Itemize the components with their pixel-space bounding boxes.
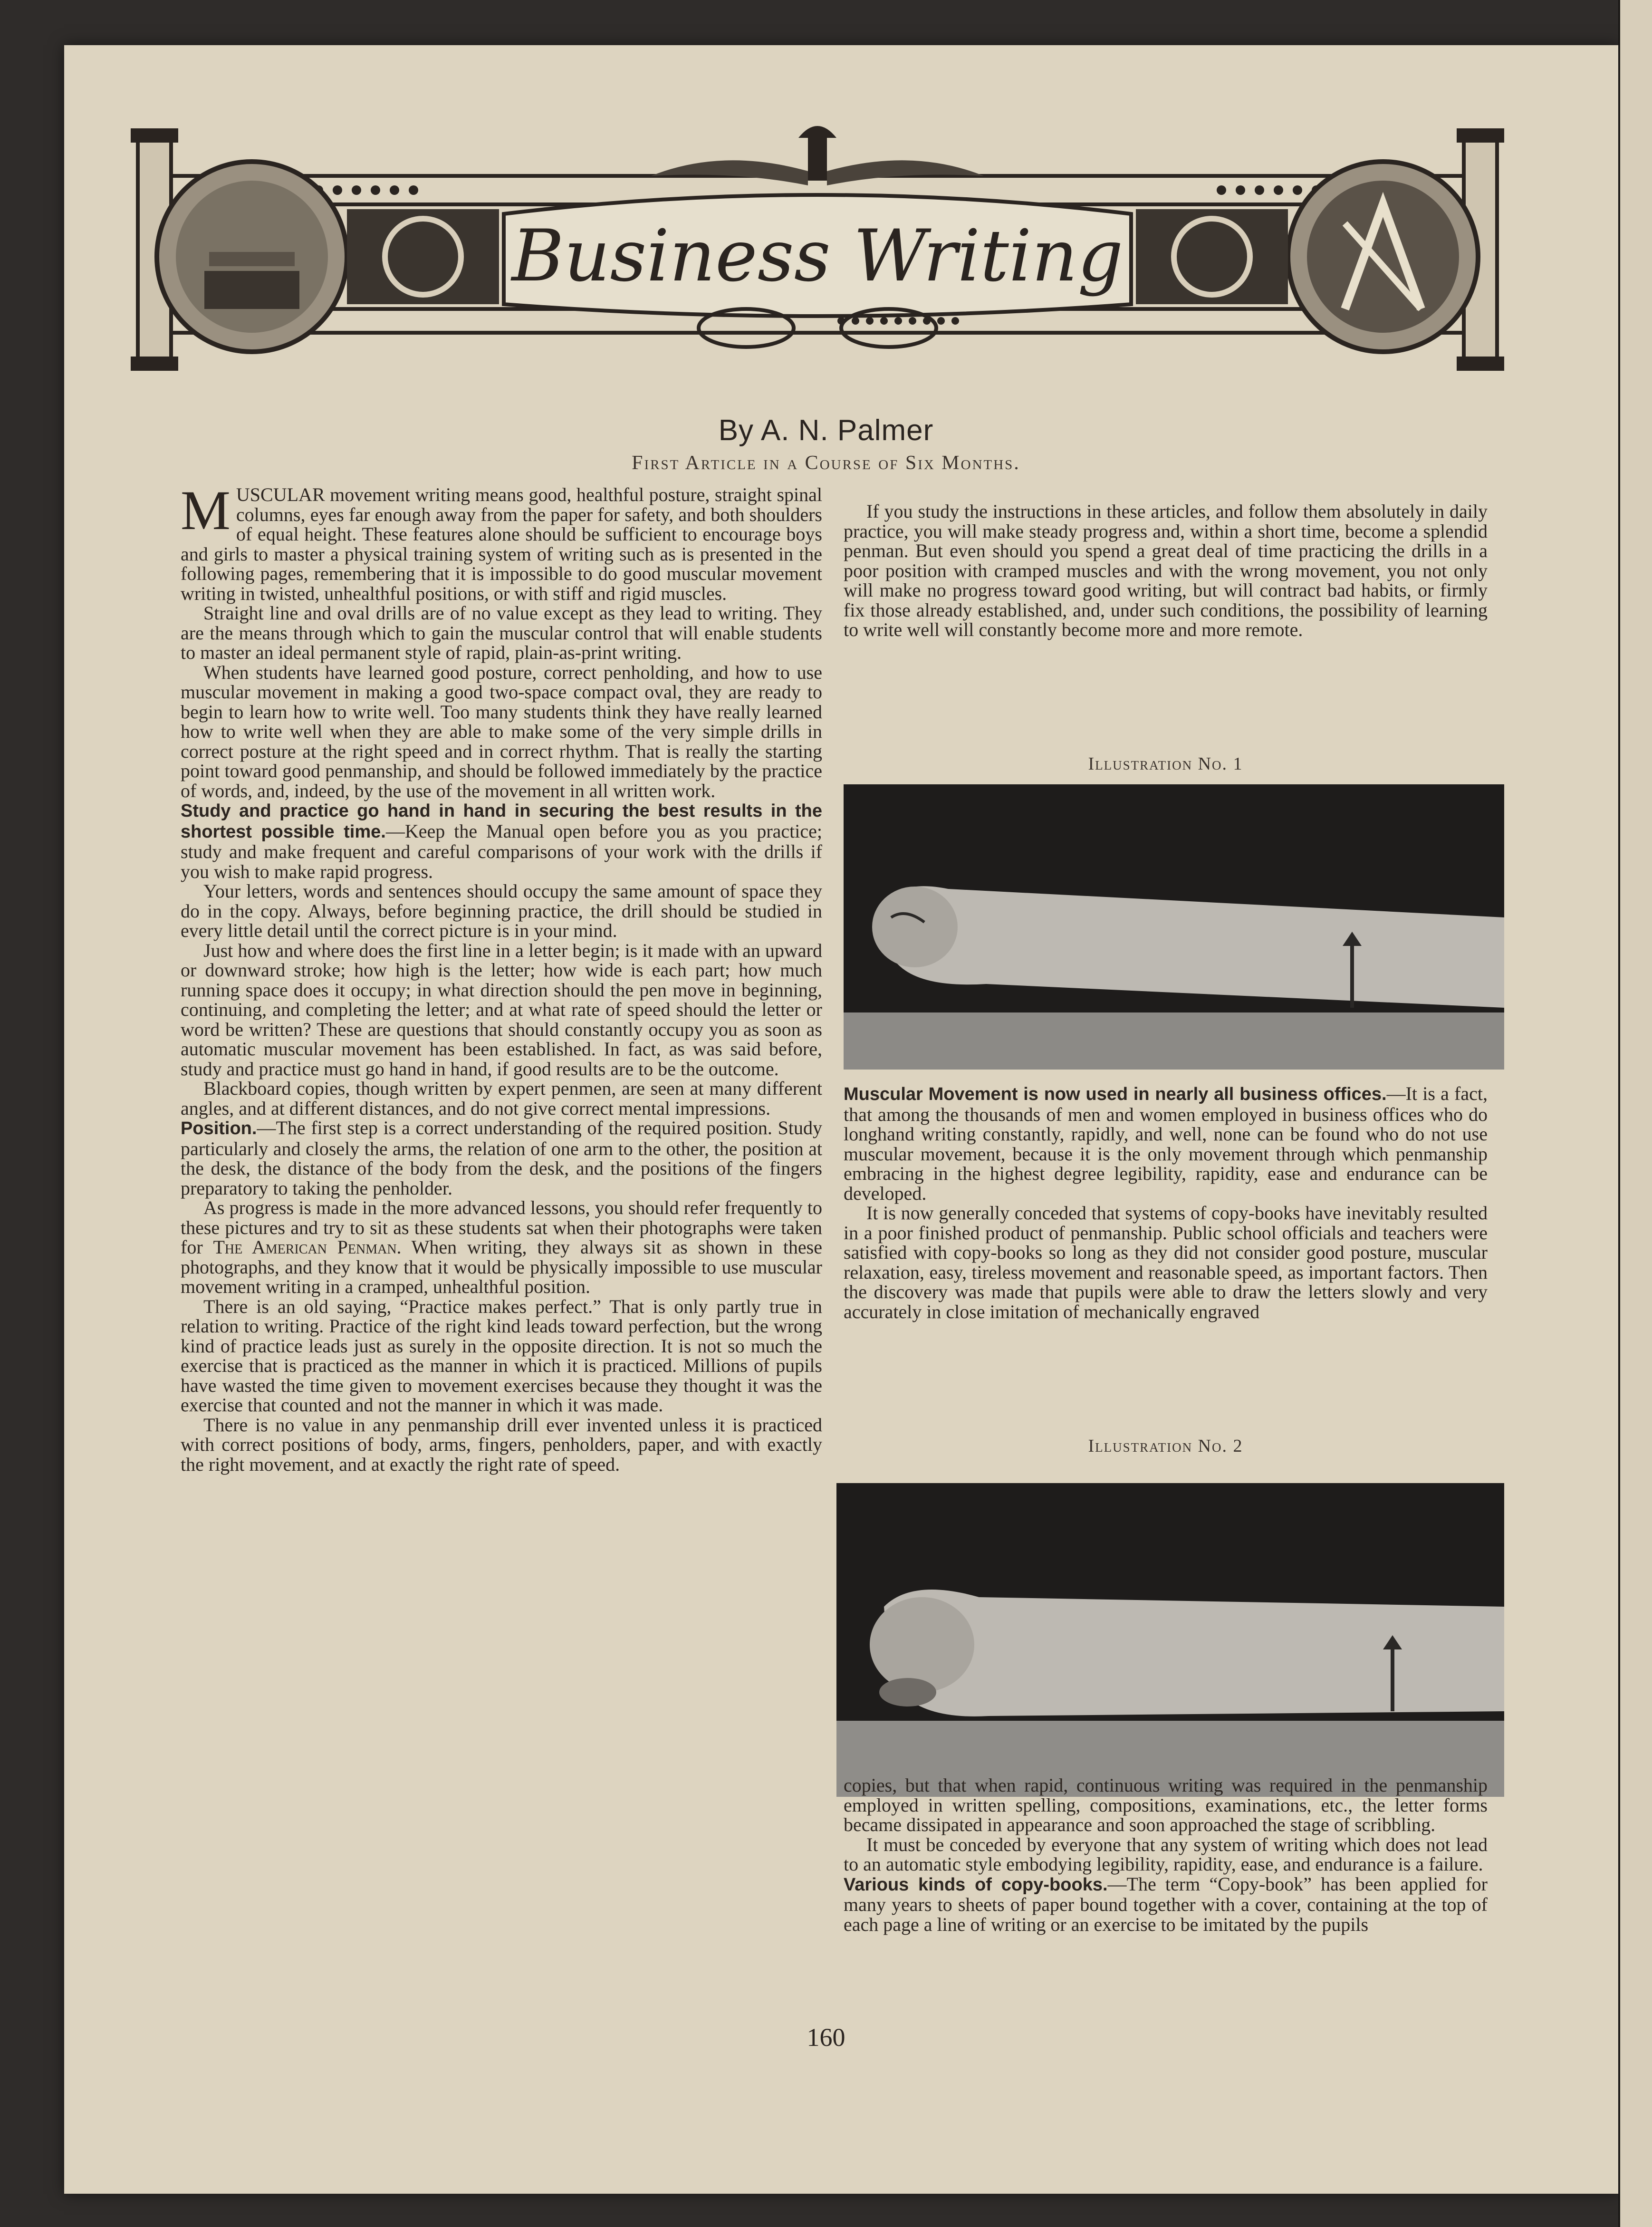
paragraph: There is no value in any penmanship drill ever invented unless it is practiced with correct positions of body, arms, fingers, penholders, paper, and with exactly the right movement, and at exactly the right rate of speed.	[181, 1414, 822, 1475]
paragraph: It is now generally conceded that systems of copy-books have inevitably resulted in a poor finished product of penmanship. Public school officials and teachers were satisfied with copy-books so long as they did not consider good posture, muscular relaxation, easy, tireless movement and reasonable speed, as important factors. Then the discovery was made that pupils were able to draw the letters slowly and very accurately in close imitation of mechanically engraved	[844, 1202, 1488, 1322]
paragraph: copies, but that when rapid, continuous writing was required in the penmanship employed in written spelling, compositions, examinations, etc., the letter forms became dissipated in appearance and soon approached the stage of scribbling.	[844, 1774, 1488, 1835]
illustration-1-caption: Illustration No. 1	[1088, 754, 1243, 774]
paragraph: Your letters, words and sentences should occupy the same amount of space they do in the copy. Always, before beginning practice, the drill should be studied in every little detail until the correct picture is in your mind.	[181, 880, 822, 941]
publication-name: The American Penman	[213, 1236, 397, 1258]
facing-page-edge	[1619, 0, 1652, 2227]
paragraph: Just how and where does the first line in a letter begin; is it made with an upward or downward stroke; how high is the letter; how wide is each part; how much running space does it occupy; in what direction should the pen move in beginning, continuing, and completing the letter; and at what rate of speed should the letter or word be written? These are questions that should constantly occupy you as soon as automatic muscular movement has been established. In fact, as was said before, study and practice must go hand in hand, if good results are to be the outcome.	[181, 939, 822, 1080]
right-column-middle	[844, 1084, 1488, 1321]
paragraph: Blackboard copies, though written by expert penmen, are seen at many different angles, and at different distances, and do not give correct mental impressions.	[181, 1078, 822, 1119]
paragraph: Position.—The first step is a correct understanding of the required position. Study particularly and closely the arms, the relation of one arm to the other, the position at the desk, the distance of the body from the desk, and the positions of the fingers preparatory to taking the penholder.	[181, 1117, 822, 1199]
banner-title: Business Writing	[511, 215, 1124, 298]
paragraph: As progress is made in the more advanced lessons, you should refer frequently to these pictures and try to sit as these students sat when their photographs were taken for The American Penman. When writing, they always sit as shown in these photographs, and they know that it would be physically impossible to use muscular movement writing in a cramped, unhealthful position.	[181, 1197, 822, 1297]
paragraph: MUSCULAR movement writing means good, healthful posture, straight spinal columns, eyes far enough away from the paper for safety, and both shoulders of equal height. These features alone should be sufficient to encourage boys and girls to master a physical training system of writing such as is presented in the following pages, remembering that it is impossible to do good muscular movement writing in twisted, unhealthful positions, or with stiff and rigid muscles.	[181, 479, 822, 604]
paragraph: Study and practice go hand in hand in securing the best results in the shortest possible time.—Keep the Manual open before you as you practice; study and make frequent and careful comparisons of your work with the drills if you wish to make rapid progress.	[181, 801, 822, 882]
paragraph: Various kinds of copy-books.—The term “Copy-book” has been applied for many years to sheets of paper bound together with a cover, containing at the top of each page a line of writing or an exercise to be imitated by the pupils	[844, 1873, 1488, 1935]
illustration-1-photo	[844, 784, 1504, 1070]
drop-cap: M	[181, 479, 231, 541]
paragraph: There is an old saying, “Practice makes perfect.” That is only partly true in relation to writing. Practice of the right kind leads toward perfection, but the wrong kind of practice leads just as surely in the opposite direction. It is not so much the exercise that is practiced as the manner in which it is practiced. Millions of pupils have wasted the time given to movement exercises because they thought it was the exercise that counted and not the manner in which it was made.	[181, 1295, 822, 1416]
gutter-shadow	[1618, 0, 1620, 2227]
forearm-photo-icon	[836, 1483, 1504, 1797]
right-column-top	[844, 501, 1488, 640]
runin-heading: Various kinds of copy-books.	[844, 1874, 1108, 1895]
paragraph: If you study the instructions in these articles, and follow them absolutely in daily practice, you will make steady progress and, within a short time, become a splendid penman. But even should you spend a great deal of time practicing the drills in a poor position with cramped muscles and with the wrong movement, you not only will make no progress toward good writing, but will contract bad habits, or firmly fix those already established, and, under such conditions, the possibility of learning to write well will constantly become more and more remote.	[844, 501, 1488, 640]
left-column	[181, 479, 822, 1475]
right-column-bottom	[844, 1775, 1488, 1934]
runin-heading: Study and practice go hand in hand in securing the best results in the shortest possible time.	[181, 801, 822, 842]
article-subtitle: First Article in a Course of Six Months.	[632, 452, 1020, 474]
paragraph: Straight line and oval drills are of no value except as they lead to writing. They are the means through which to gain the muscular control that will enable students to master an ideal permanent style of rapid, plain-as-print writing.	[181, 602, 822, 663]
paragraph: When students have learned good posture, correct penholding, and how to use muscular movement in making a good two-space compact oval, they are ready to begin to learn how to write well. Too many students think they have really learned how to write well when they are able to make some of the very simple drills in correct posture at the right speed and in correct rhythm. That is really the starting point toward good penmanship, and should be followed immediately by the practice of words, and, indeed, by the use of the movement in all written work.	[181, 661, 822, 801]
illustration-2-caption: Illustration No. 2	[1088, 1436, 1243, 1456]
page-number: 160	[807, 2023, 845, 2052]
byline: By A. N. Palmer	[718, 414, 934, 447]
ornamental-banner-icon	[128, 119, 1507, 395]
runin-heading: Muscular Movement is now used in nearly all business offices.	[844, 1084, 1387, 1104]
illustration-2-photo	[836, 1483, 1504, 1797]
header-banner	[128, 119, 1507, 395]
runin-heading: Position.	[181, 1118, 257, 1138]
forearm-photo-icon	[844, 784, 1504, 1070]
paragraph: It must be conceded by everyone that any system of writing which does not lead to an automatic style embodying legibility, rapidity, ease, and endurance is a failure.	[844, 1833, 1488, 1875]
paragraph: Muscular Movement is now used in nearly all business offices.—It is a fact, that among the thousands of men and women employed in business offices who do longhand writing constantly, rapidly, and well, none can be found who do not use muscular movement, because it is the only movement through which penmanship embracing in the highest degree legibility, rapidity, ease and endurance can be developed.	[844, 1083, 1488, 1204]
